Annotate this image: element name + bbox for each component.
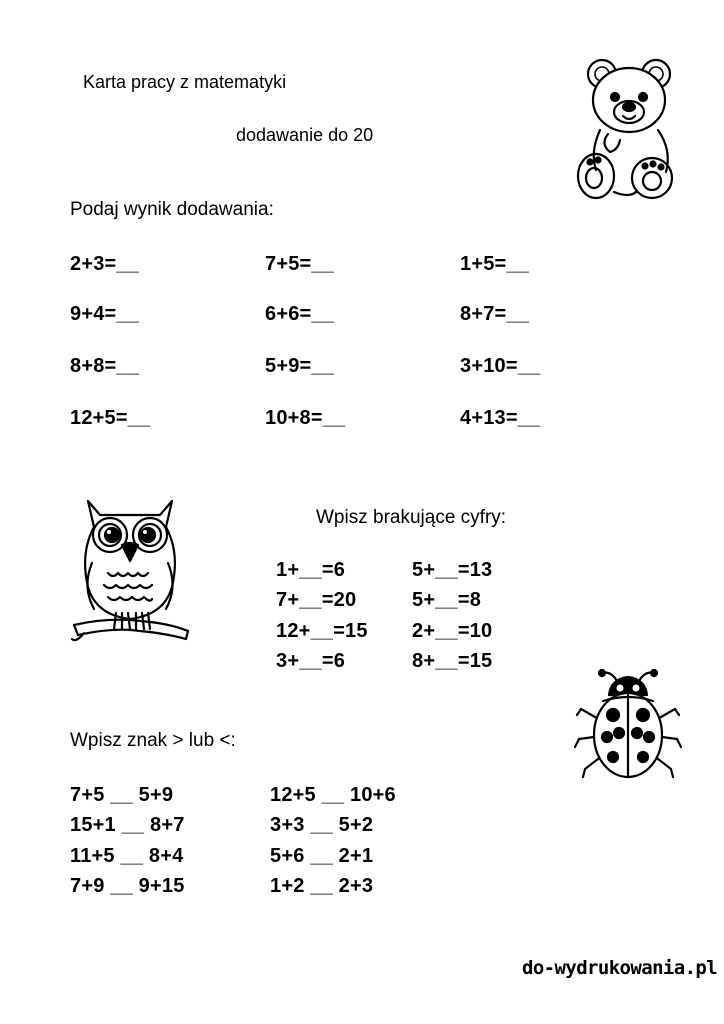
addition-exercise: 10+8=__ (265, 407, 346, 429)
addition-exercise: 12+5=__ (70, 407, 151, 429)
compare-heading: Wpisz znak > lub <: (70, 730, 236, 751)
missing-digit-exercise: 5+__=13 (412, 559, 493, 581)
missing-digit-exercise: 2+__=10 (412, 620, 493, 642)
addition-exercise: 2+3=__ (70, 253, 140, 275)
addition-exercise: 7+5=__ (265, 253, 335, 275)
teddy-bear-icon (570, 52, 685, 202)
addition-exercise: 9+4=__ (70, 303, 140, 325)
compare-exercise: 1+2 __ 2+3 (270, 875, 374, 897)
compare-exercise: 7+9 __ 9+15 (70, 875, 185, 897)
missing-digit-exercise: 5+__=8 (412, 589, 482, 611)
addition-heading: Podaj wynik dodawania: (70, 199, 274, 220)
addition-exercise: 8+7=__ (460, 303, 530, 325)
missing-digits-heading: Wpisz brakujące cyfry: (316, 507, 507, 528)
missing-digit-exercise: 12+__=15 (276, 620, 368, 642)
addition-exercise: 8+8=__ (70, 355, 140, 377)
worksheet-subtitle: dodawanie do 20 (236, 125, 374, 145)
missing-digit-exercise: 7+__=20 (276, 589, 357, 611)
owl-icon (68, 483, 193, 658)
worksheet-title: Karta pracy z matematyki (83, 72, 287, 92)
compare-exercise: 5+6 __ 2+1 (270, 845, 374, 867)
compare-exercise: 11+5 __ 8+4 (70, 845, 184, 867)
addition-exercise: 1+5=__ (460, 253, 530, 275)
addition-exercise: 3+10=__ (460, 355, 541, 377)
compare-exercise: 3+3 __ 5+2 (270, 814, 374, 836)
addition-exercise: 5+9=__ (265, 355, 335, 377)
ladybug-icon (573, 665, 683, 795)
addition-exercise: 4+13=__ (460, 407, 541, 429)
missing-digit-exercise: 3+__=6 (276, 650, 346, 672)
compare-exercise: 7+5 __ 5+9 (70, 784, 174, 806)
addition-exercise: 6+6=__ (265, 303, 335, 325)
compare-exercise: 12+5 __ 10+6 (270, 784, 396, 806)
site-footer: do-wydrukowania.pl (522, 957, 718, 979)
missing-digit-exercise: 1+__=6 (276, 559, 346, 581)
missing-digit-exercise: 8+__=15 (412, 650, 493, 672)
compare-exercise: 15+1 __ 8+7 (70, 814, 185, 836)
